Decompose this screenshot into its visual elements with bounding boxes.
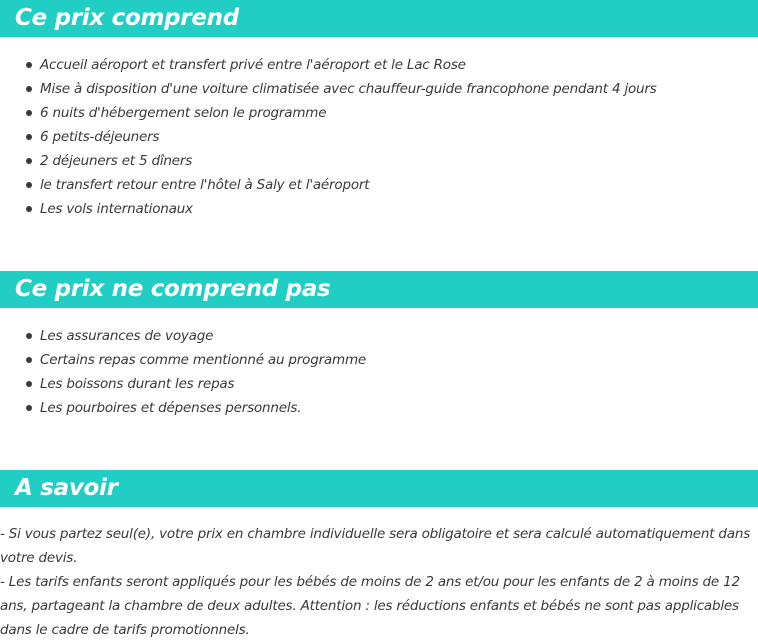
bullet-icon [26, 182, 32, 188]
list-item: 6 petits-déjeuners [0, 125, 657, 149]
list-item: Accueil aéroport et transfert privé entre l'aéroport et le Lac Rose [0, 53, 657, 77]
bullet-icon [26, 333, 32, 339]
list-item: Les vols internationaux [0, 197, 657, 221]
section-header-good-to-know: A savoir [0, 470, 758, 507]
note-paragraph: - Si vous partez seul(e), votre prix en chambre individuelle sera obligatoire et sera calculé automatiquement dans votre devis. [0, 526, 751, 566]
bullet-icon [26, 357, 32, 363]
note-paragraph: - Les tarifs enfants seront appliqués pour les bébés de moins de 2 ans et/ou pour les enfants de 2 à moins de 12 ans, partageant la chambre de deux adultes. Attention : les réductions enfants et bébés ne sont pas applicables dans le cadre de tarifs promotionnels. [0, 574, 740, 638]
included-list [0, 53, 657, 221]
bullet-icon [26, 110, 32, 116]
list-item: Certains repas comme mentionné au programme [0, 348, 366, 372]
list-item: le transfert retour entre l'hôtel à Saly et l'aéroport [0, 173, 657, 197]
list-item: 6 nuits d'hébergement selon le programme [0, 101, 657, 125]
list-item: Mise à disposition d'une voiture climatisée avec chauffeur-guide francophone pendant 4 jours [0, 77, 657, 101]
bullet-icon [26, 62, 32, 68]
notes-block [0, 522, 758, 642]
bullet-icon [26, 381, 32, 387]
list-item: Les assurances de voyage [0, 324, 366, 348]
section-header-not-included: Ce prix ne comprend pas [0, 271, 758, 308]
bullet-icon [26, 86, 32, 92]
list-item: Les pourboires et dépenses personnels. [0, 396, 366, 420]
list-item: 2 déjeuners et 5 dîners [0, 149, 657, 173]
list-item: Les boissons durant les repas [0, 372, 366, 396]
not-included-list [0, 324, 366, 420]
bullet-icon [26, 158, 32, 164]
bullet-icon [26, 206, 32, 212]
bullet-icon [26, 405, 32, 411]
section-header-included: Ce prix comprend [0, 0, 758, 37]
bullet-icon [26, 134, 32, 140]
